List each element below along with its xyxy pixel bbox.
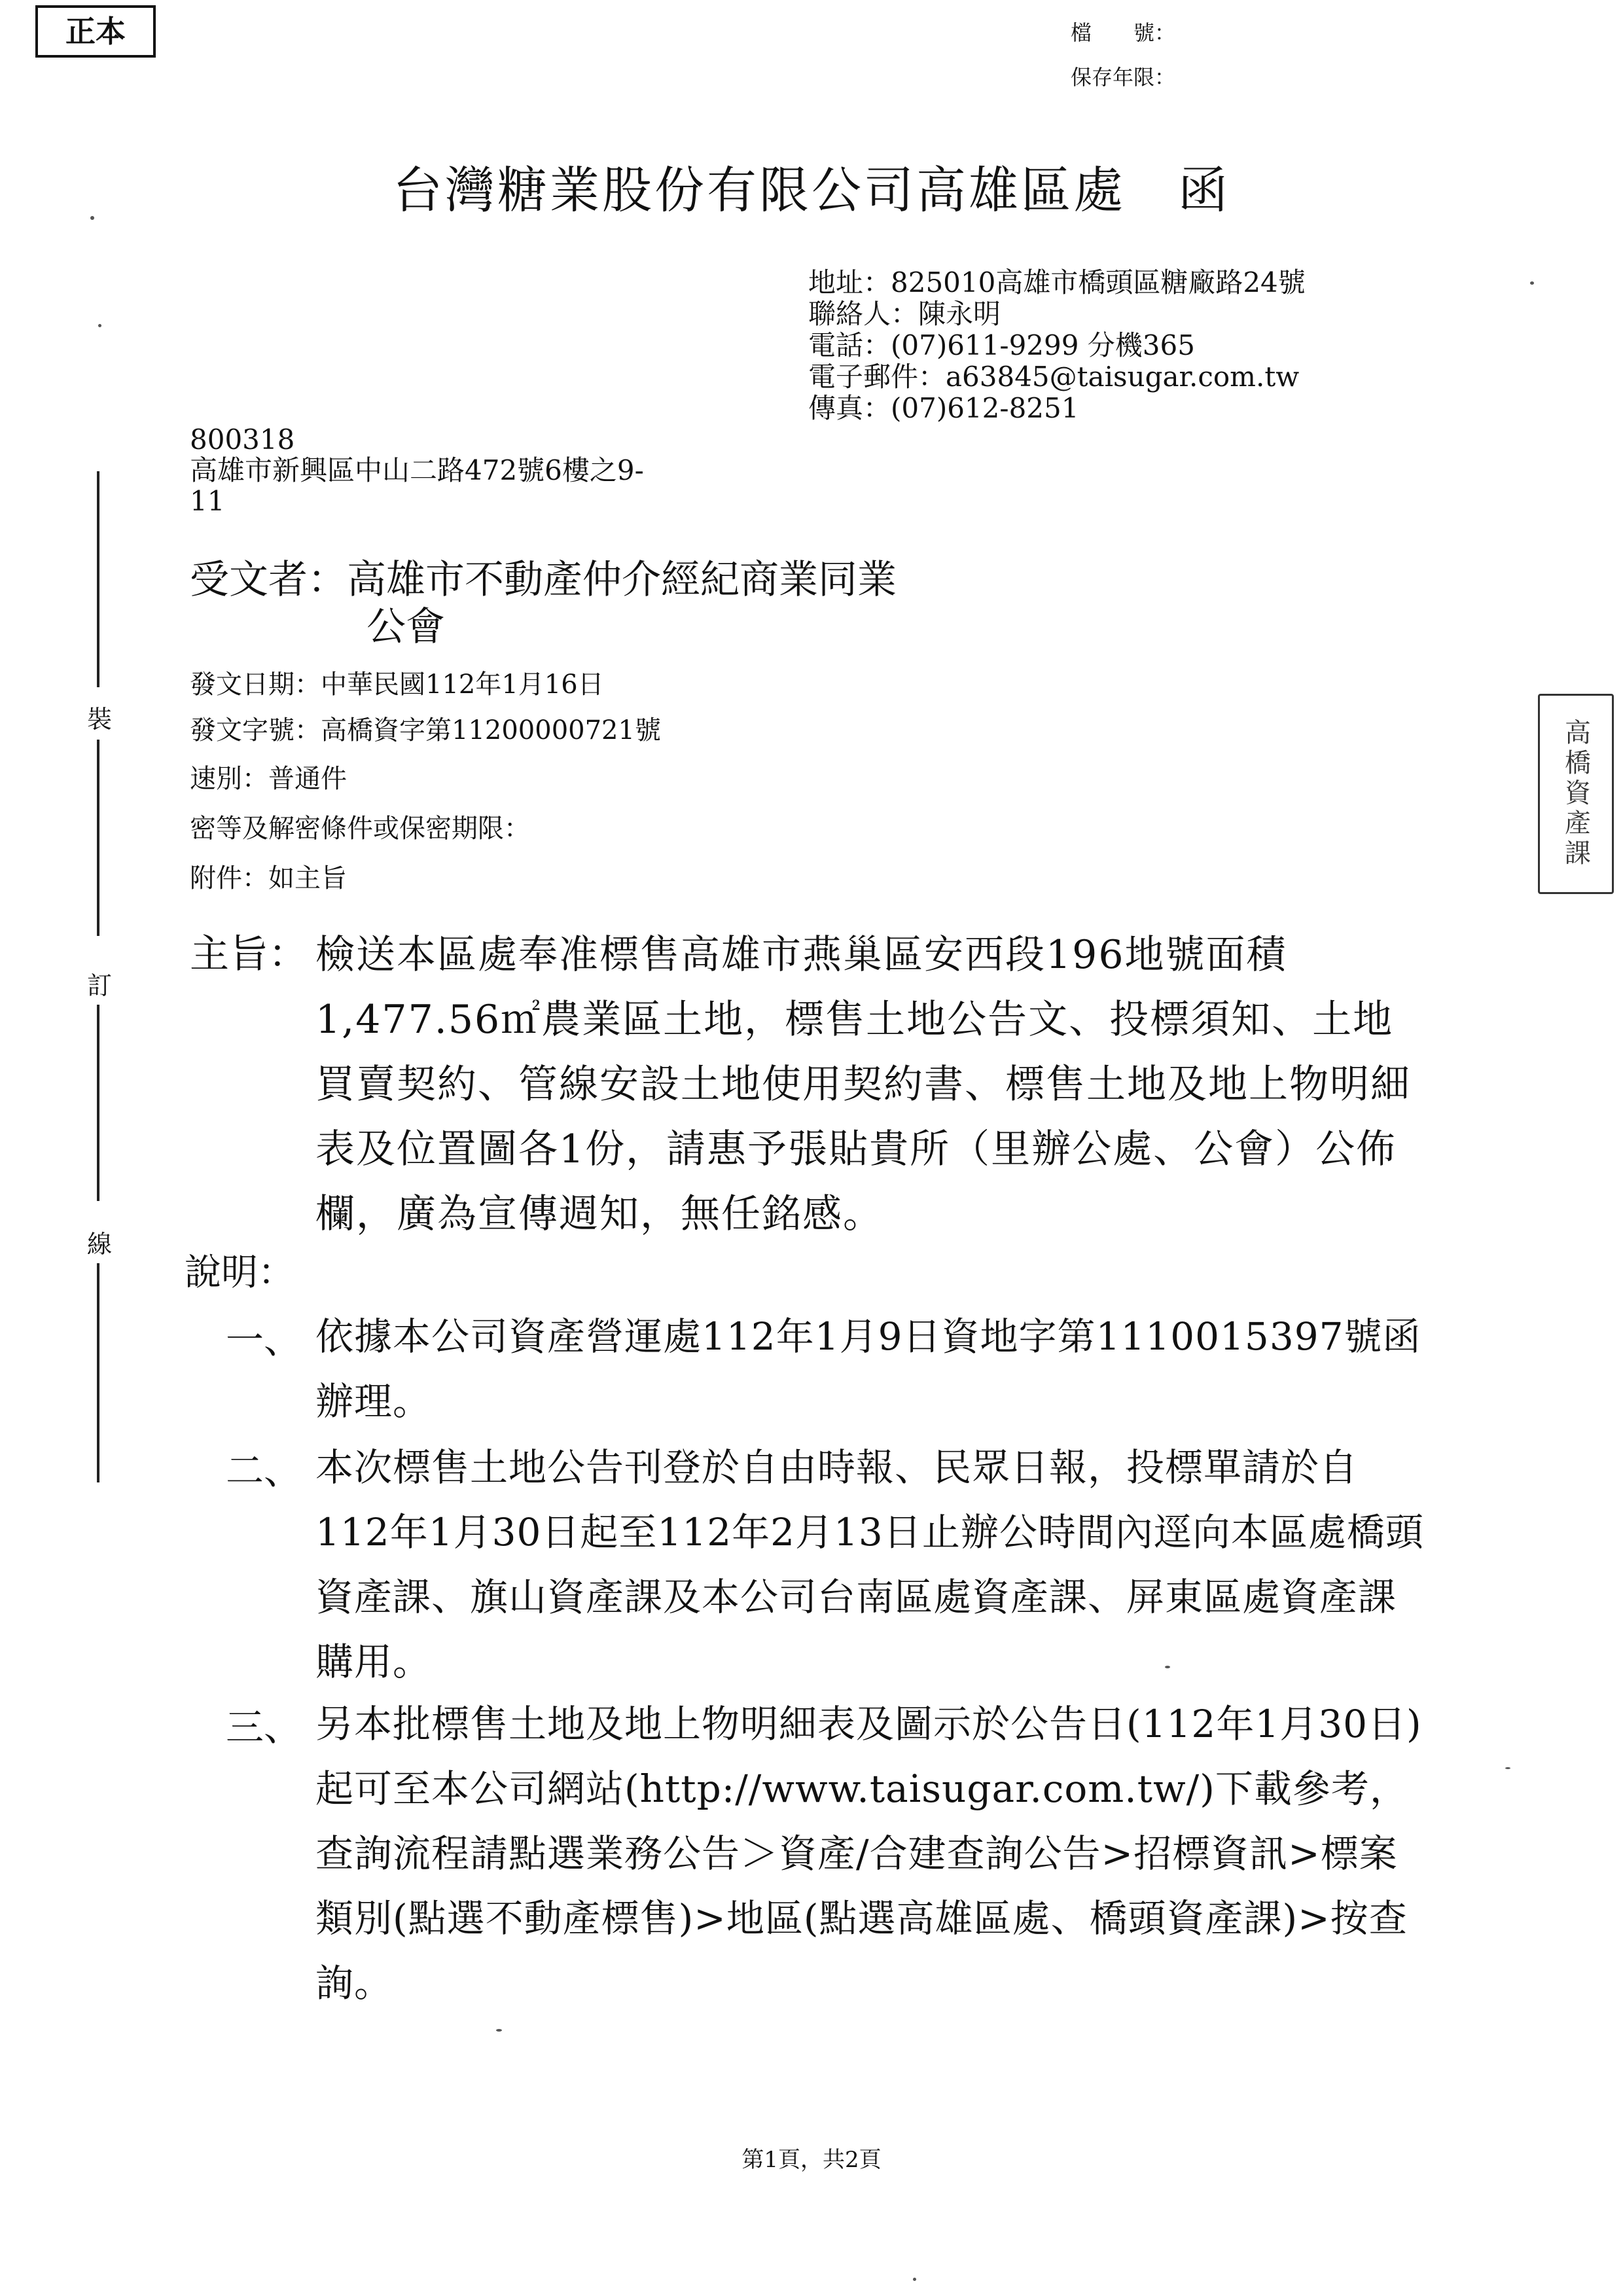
sender-contact-block [808,267,1306,424]
retention-label: 保存年限： [1071,65,1176,90]
recipient-address-block [190,424,644,516]
explanation-item-text: 本次標售土地公告刊登於自由時報、民眾日報，投標單請於自112年1月30日起至112年2月13日止辦公時間內逕向本區處橋頭資產課、旗山資產課及本公司台南區處資產課、屏東區處資產課購用。 [315,1445,1424,1684]
subject-label: 主旨： [190,931,308,977]
scan-speck [90,216,94,220]
recipient-block [190,556,897,651]
explanation-label: 說明： [185,1251,294,1294]
scan-speck [1530,281,1534,285]
file-number-label: 檔 號： [1071,20,1176,45]
scan-speck [1165,1666,1170,1668]
recipient-line2: 公會 [366,604,445,650]
page-footer: 第1頁，共2頁 [741,2147,882,2173]
scan-speck [913,2278,916,2281]
binding-line-segment [97,1005,99,1201]
stamp-text: 高橋資產課 [1560,719,1591,869]
attachment-info: 附件：如主旨 [190,863,347,893]
binding-line-segment [97,471,99,687]
explanation-item-text: 依據本公司資產營運處112年1月9日資地字第1110015397號函辦理。 [315,1314,1421,1424]
scan-speck [1505,1767,1510,1769]
issue-date: 發文日期：中華民國112年1月16日 [190,670,604,700]
explanation-item-number: 一、 [226,1318,302,1362]
recipient-line1: 受文者：高雄市不動產仲介經紀商業同業 [190,557,897,603]
document-number: 發文字號：高橋資字第11200000721號 [190,715,661,745]
recipient-postal-code: 800318 [190,423,295,456]
received-stamp [1538,694,1614,894]
speed-class: 速別：普通件 [190,764,347,794]
binding-mark: 線 [87,1230,113,1259]
scan-speck [98,324,101,327]
recipient-address-line2: 11 [190,485,225,517]
contact-fax: 傳真：(07)612-8251 [808,392,1079,424]
subject-text: 檢送本區處奉准標售高雄市燕巢區安西段196地號面積1,477.56㎡農業區土地，標售土地公告文、投標須知、土地買賣契約、管線安設土地使用契約書、標售土地及地上物明細表及位置圖各1份，請惠予張貼貴所（里辦公處、公會）公佈欄，廣為宣傳週知，無任銘感。 [315,932,1411,1237]
sender-address: 地址：825010高雄市橋頭區糖廠路24號 [808,266,1306,298]
original-copy-badge: 正本 [35,5,156,58]
binding-line-segment [97,1263,99,1482]
explanation-item-number: 二、 [226,1448,302,1493]
contact-email: 電子郵件：a63845@taisugar.com.tw [808,361,1300,393]
binding-line-segment [97,740,99,936]
explanation-item-number: 三、 [226,1705,302,1749]
explanation-item-text: 另本批標售土地及地上物明細表及圖示於公告日(112年1月30日)起可至本公司網站(http://www.taisugar.com.tw/)下載參考，查詢流程請點選業務公告＞資產/合建查詢公告>招標資訊>標案類別(點選不動產標售)>地區(點選高雄區處、橋頭資產課)>按查詢。 [315,1702,1422,2005]
binding-mark: 訂 [87,971,113,1000]
document-title: 台灣糖業股份有限公司高雄區處 函 [393,161,1230,219]
binding-mark: 裝 [87,705,113,734]
contact-phone: 電話：(07)611-9299 分機365 [808,329,1195,361]
scan-speck [496,2029,502,2032]
secrecy-level: 密等及解密條件或保密期限： [190,814,530,844]
contact-person: 聯絡人：陳永明 [808,298,1001,330]
recipient-address-line1: 高雄市新興區中山二路472號6樓之9- [190,454,644,486]
